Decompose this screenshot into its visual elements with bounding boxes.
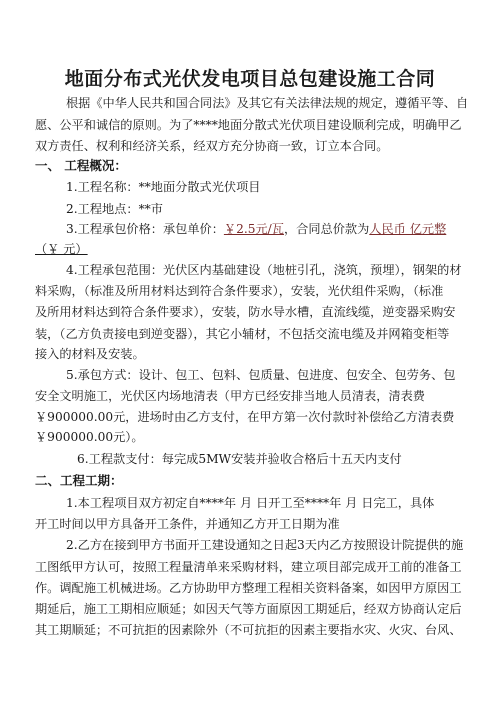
total-price-figure: （￥ 元） — [35, 242, 88, 256]
section-2-heading: 二、工程工期： — [35, 473, 123, 488]
preparation-line-4: 期延后，施工工期相应顺延；如因天气等方面原因工期延后，经双方协商认定后 — [35, 602, 462, 616]
preparation-line-3: 作。调配施工机械进场。乙方协助甲方整理工程相关资料备案，如因甲方原因工 — [35, 581, 462, 595]
contract-price-line — [66, 222, 446, 236]
intro-line-1: 根据《中华人民共和国合同法》及其它有关法律法规的规定，遵循平等、自 — [66, 96, 469, 110]
scope-line-5: 接入的材料及安装。 — [35, 347, 145, 361]
project-location: 2.工程地点：**市 — [66, 202, 163, 216]
contract-mode-line-2: 安全文明施工，光伏区内场地清表（甲方已经安排当地人员清表，清表费 — [35, 389, 425, 403]
contract-mode-line-1: 5.承包方式：设计、包工、包料、包质量、包进度、包安全、包劳务、包 — [66, 368, 456, 382]
intro-line-2: 愿、公平和诚信的原则。为了****地面分散式光伏项目建设顺利完成，明确甲乙 — [35, 118, 462, 132]
schedule-line-2: 开工时间以甲方具备开工条件，并通知乙方开工日期为准 — [35, 517, 340, 531]
schedule-line-1: 1.本工程项目双方初定自****年 月 日开工至****年 月 日完工，具体 — [66, 496, 435, 510]
payment-terms: 6.工程款支付：每完成5MW安装并验收合格后十五天内支付 — [77, 452, 402, 466]
total-price: 人民币 亿元整 — [369, 222, 447, 236]
scope-line-3: 及所用材料达到符合条件要求），安装，防水导水槽，直流线缆，逆变器采购安 — [35, 305, 456, 319]
scope-line-2: 料采购，（标准及所用材料达到符合条件要求），安装，光伏组件采购，（标准 — [35, 284, 444, 298]
document-title: 地面分布式光伏发电项目总包建设施工合同 — [64, 68, 436, 90]
unit-price: ￥2.5元/瓦 — [223, 222, 284, 236]
scope-line-1: 4.工程承包范围：光伏区内基础建设（地桩引孔，浇筑，预埋），钢架的材 — [66, 263, 462, 277]
price-middle: ，合同总价款为 — [283, 222, 370, 236]
scope-line-4: 装，（乙方负责接电到逆变器），其它小辅材，不包括交流电缆及并网箱变柜等 — [35, 327, 450, 341]
preparation-line-1: 2.乙方在接到甲方书面开工建设通知之日起3天内乙方按照设计院提供的施 — [66, 538, 464, 552]
intro-line-3: 双方责任、权利和经济关系，经双方充分协商一致，订立本合同。 — [35, 139, 389, 153]
preparation-line-5: 其工期顺延；不可抗拒的因素除外（不可抗拒的因素主要指水灾、火灾、台风、 — [35, 623, 462, 637]
preparation-line-2: 工图纸甲方认可，按照工程量清单来采购材料，建立项目部完成开工前的准备工 — [35, 560, 462, 574]
price-prefix: 3.工程承包价格：承包单价： — [66, 222, 224, 236]
contract-mode-line-3: ￥900000.00元，进场时由乙方支付，在甲方第一次付款时补偿给乙方清表费 — [35, 410, 455, 424]
contract-mode-line-4: ￥900000.00元）。 — [35, 430, 144, 444]
section-1-heading: 一、 工程概况： — [35, 158, 127, 173]
project-name: 1.工程名称：**地面分散式光伏项目 — [66, 180, 261, 194]
